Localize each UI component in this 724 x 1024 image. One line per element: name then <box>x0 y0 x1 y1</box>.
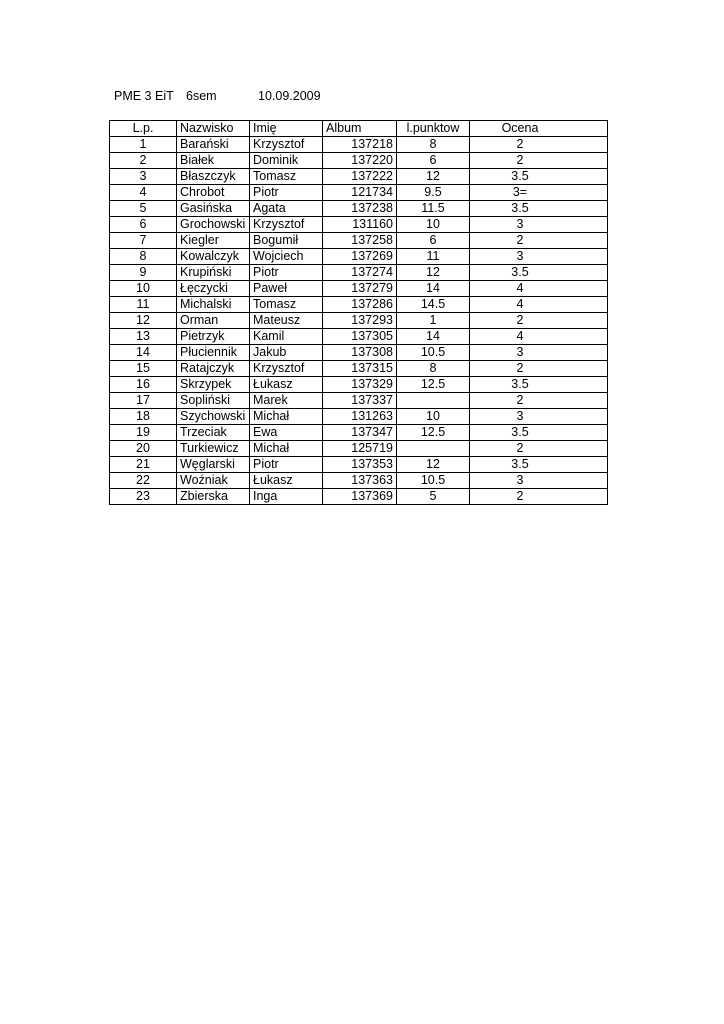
cell-first-name: Krzysztof <box>250 137 323 153</box>
cell-album: 131263 <box>323 409 397 425</box>
cell-album: 137353 <box>323 457 397 473</box>
cell-surname: Ratajczyk <box>177 361 250 377</box>
cell-lp: 23 <box>110 489 177 505</box>
cell-grade: 3.5 <box>470 457 608 473</box>
cell-grade: 3 <box>470 345 608 361</box>
cell-lp: 2 <box>110 153 177 169</box>
cell-first-name: Kamil <box>250 329 323 345</box>
column-header-lp: L.p. <box>110 121 177 137</box>
cell-surname: Skrzypek <box>177 377 250 393</box>
cell-points: 6 <box>397 233 470 249</box>
cell-grade: 3 <box>470 217 608 233</box>
cell-grade: 3.5 <box>470 377 608 393</box>
cell-first-name: Paweł <box>250 281 323 297</box>
cell-lp: 16 <box>110 377 177 393</box>
cell-lp: 18 <box>110 409 177 425</box>
table-row <box>110 169 608 185</box>
cell-points <box>397 393 470 409</box>
cell-grade: 3 <box>470 409 608 425</box>
cell-lp: 15 <box>110 361 177 377</box>
cell-album: 137238 <box>323 201 397 217</box>
table-header <box>110 121 608 137</box>
cell-lp: 22 <box>110 473 177 489</box>
cell-grade: 3.5 <box>470 201 608 217</box>
cell-points: 12 <box>397 169 470 185</box>
cell-lp: 7 <box>110 233 177 249</box>
cell-album: 121734 <box>323 185 397 201</box>
table-row <box>110 377 608 393</box>
cell-album: 137222 <box>323 169 397 185</box>
table-row <box>110 345 608 361</box>
table-row <box>110 201 608 217</box>
cell-points: 14.5 <box>397 297 470 313</box>
cell-lp: 13 <box>110 329 177 345</box>
cell-surname: Szychowski <box>177 409 250 425</box>
table-row <box>110 137 608 153</box>
cell-first-name: Krzysztof <box>250 361 323 377</box>
table-row <box>110 217 608 233</box>
cell-first-name: Wojciech <box>250 249 323 265</box>
cell-grade: 2 <box>470 137 608 153</box>
cell-points: 6 <box>397 153 470 169</box>
cell-grade: 2 <box>470 393 608 409</box>
cell-points: 1 <box>397 313 470 329</box>
cell-first-name: Michał <box>250 409 323 425</box>
grades-table <box>109 120 608 505</box>
column-header-first-name: Imię <box>250 121 323 137</box>
cell-surname: Kiegler <box>177 233 250 249</box>
cell-surname: Turkiewicz <box>177 441 250 457</box>
cell-points: 12 <box>397 457 470 473</box>
cell-first-name: Dominik <box>250 153 323 169</box>
cell-points: 11 <box>397 249 470 265</box>
table-row <box>110 329 608 345</box>
cell-album: 131160 <box>323 217 397 233</box>
cell-surname: Orman <box>177 313 250 329</box>
cell-surname: Zbierska <box>177 489 250 505</box>
table-body <box>110 137 608 505</box>
cell-lp: 8 <box>110 249 177 265</box>
cell-album: 137369 <box>323 489 397 505</box>
cell-first-name: Agata <box>250 201 323 217</box>
cell-points: 8 <box>397 137 470 153</box>
cell-first-name: Jakub <box>250 345 323 361</box>
cell-surname: Trzeciak <box>177 425 250 441</box>
cell-first-name: Michał <box>250 441 323 457</box>
cell-surname: Płuciennik <box>177 345 250 361</box>
cell-album: 137274 <box>323 265 397 281</box>
table-row <box>110 281 608 297</box>
cell-lp: 10 <box>110 281 177 297</box>
cell-album: 137308 <box>323 345 397 361</box>
cell-points: 10 <box>397 409 470 425</box>
table-row <box>110 393 608 409</box>
cell-points: 14 <box>397 281 470 297</box>
cell-surname: Woźniak <box>177 473 250 489</box>
cell-first-name: Inga <box>250 489 323 505</box>
cell-grade: 2 <box>470 153 608 169</box>
cell-surname: Michalski <box>177 297 250 313</box>
table-row <box>110 457 608 473</box>
column-header-album: Album <box>323 121 397 137</box>
table-row <box>110 153 608 169</box>
cell-first-name: Ewa <box>250 425 323 441</box>
cell-album: 137329 <box>323 377 397 393</box>
cell-surname: Łęczycki <box>177 281 250 297</box>
cell-surname: Grochowski <box>177 217 250 233</box>
cell-album: 137286 <box>323 297 397 313</box>
cell-points: 5 <box>397 489 470 505</box>
cell-first-name: Mateusz <box>250 313 323 329</box>
cell-grade: 2 <box>470 441 608 457</box>
cell-surname: Kowalczyk <box>177 249 250 265</box>
cell-grade: 4 <box>470 281 608 297</box>
table-row <box>110 297 608 313</box>
cell-points: 10 <box>397 217 470 233</box>
cell-lp: 3 <box>110 169 177 185</box>
cell-surname: Białek <box>177 153 250 169</box>
table-row <box>110 361 608 377</box>
cell-surname: Pietrzyk <box>177 329 250 345</box>
cell-album: 137315 <box>323 361 397 377</box>
cell-album: 125719 <box>323 441 397 457</box>
cell-surname: Sopliński <box>177 393 250 409</box>
cell-lp: 5 <box>110 201 177 217</box>
date-label: 10.09.2009 <box>258 89 321 103</box>
column-header-grade: Ocena <box>470 121 608 137</box>
cell-lp: 11 <box>110 297 177 313</box>
column-header-points: l.punktow <box>397 121 470 137</box>
cell-first-name: Tomasz <box>250 297 323 313</box>
cell-first-name: Piotr <box>250 457 323 473</box>
cell-grade: 3.5 <box>470 265 608 281</box>
cell-grade: 3 <box>470 473 608 489</box>
cell-grade: 2 <box>470 233 608 249</box>
cell-lp: 20 <box>110 441 177 457</box>
cell-grade: 2 <box>470 361 608 377</box>
cell-lp: 17 <box>110 393 177 409</box>
cell-grade: 3.5 <box>470 169 608 185</box>
cell-album: 137305 <box>323 329 397 345</box>
cell-points: 12.5 <box>397 377 470 393</box>
cell-first-name: Krzysztof <box>250 217 323 233</box>
semester-label: 6sem <box>186 89 217 103</box>
table-row <box>110 185 608 201</box>
cell-first-name: Marek <box>250 393 323 409</box>
table-row <box>110 233 608 249</box>
cell-album: 137279 <box>323 281 397 297</box>
cell-surname: Błaszczyk <box>177 169 250 185</box>
cell-points: 14 <box>397 329 470 345</box>
cell-album: 137269 <box>323 249 397 265</box>
table-row <box>110 425 608 441</box>
cell-lp: 9 <box>110 265 177 281</box>
cell-lp: 21 <box>110 457 177 473</box>
cell-grade: 4 <box>470 329 608 345</box>
cell-surname: Krupiński <box>177 265 250 281</box>
column-header-surname: Nazwisko <box>177 121 250 137</box>
cell-surname: Chrobot <box>177 185 250 201</box>
cell-first-name: Bogumił <box>250 233 323 249</box>
cell-surname: Barański <box>177 137 250 153</box>
cell-surname: Węglarski <box>177 457 250 473</box>
cell-first-name: Łukasz <box>250 377 323 393</box>
cell-lp: 14 <box>110 345 177 361</box>
cell-grade: 2 <box>470 489 608 505</box>
cell-lp: 6 <box>110 217 177 233</box>
table-row <box>110 265 608 281</box>
cell-points: 12 <box>397 265 470 281</box>
table-row <box>110 441 608 457</box>
cell-lp: 19 <box>110 425 177 441</box>
cell-first-name: Piotr <box>250 265 323 281</box>
table-row <box>110 249 608 265</box>
cell-lp: 4 <box>110 185 177 201</box>
table-row <box>110 409 608 425</box>
cell-lp: 1 <box>110 137 177 153</box>
cell-points: 9.5 <box>397 185 470 201</box>
cell-grade: 3.5 <box>470 425 608 441</box>
cell-album: 137218 <box>323 137 397 153</box>
cell-grade: 3= <box>470 185 608 201</box>
cell-album: 137293 <box>323 313 397 329</box>
cell-points: 10.5 <box>397 473 470 489</box>
cell-grade: 4 <box>470 297 608 313</box>
table-row <box>110 313 608 329</box>
cell-surname: Gasińska <box>177 201 250 217</box>
cell-points: 8 <box>397 361 470 377</box>
cell-album: 137347 <box>323 425 397 441</box>
cell-grade: 3 <box>470 249 608 265</box>
cell-points: 10.5 <box>397 345 470 361</box>
cell-points: 12.5 <box>397 425 470 441</box>
cell-first-name: Piotr <box>250 185 323 201</box>
cell-album: 137363 <box>323 473 397 489</box>
cell-first-name: Łukasz <box>250 473 323 489</box>
cell-album: 137220 <box>323 153 397 169</box>
table-row <box>110 473 608 489</box>
course-label: PME 3 EiT <box>114 89 174 103</box>
cell-grade: 2 <box>470 313 608 329</box>
cell-album: 137258 <box>323 233 397 249</box>
cell-points <box>397 441 470 457</box>
cell-album: 137337 <box>323 393 397 409</box>
cell-first-name: Tomasz <box>250 169 323 185</box>
header-row <box>110 121 608 137</box>
cell-lp: 12 <box>110 313 177 329</box>
table-row <box>110 489 608 505</box>
cell-points: 11.5 <box>397 201 470 217</box>
